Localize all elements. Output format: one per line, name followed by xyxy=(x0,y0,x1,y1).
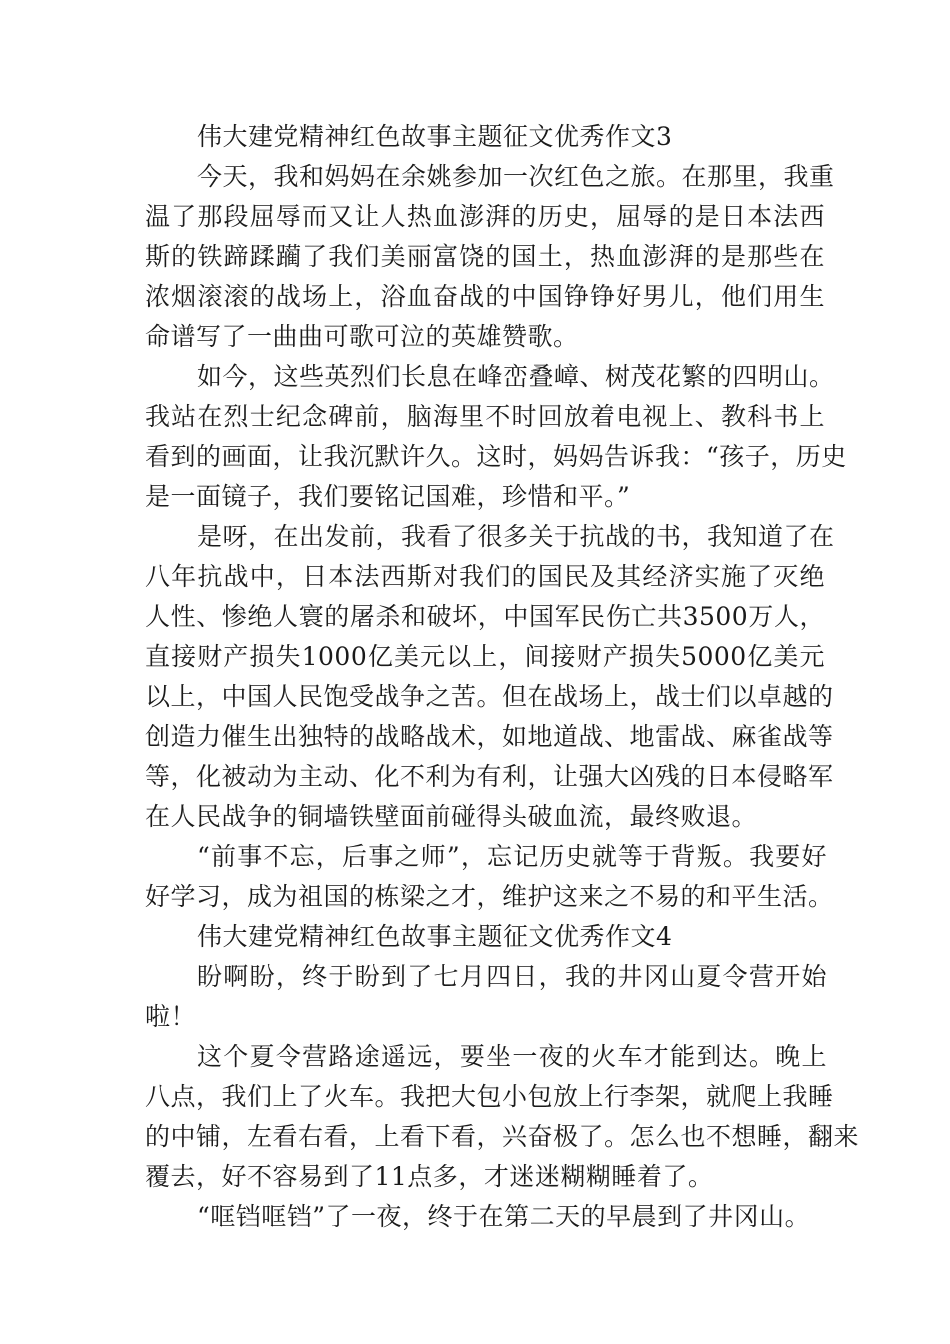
paragraph-line: “前事不忘，后事之师”，忘记历史就等于背叛。我要好 xyxy=(197,842,827,871)
paragraph-line: 的中铺，左看右看，上看下看，兴奋极了。怎么也不想睡，翻来 xyxy=(145,1122,860,1151)
paragraph-line: “哐铛哐铛”了一夜，终于在第二天的早晨到了井冈山。 xyxy=(197,1202,811,1231)
paragraph-line: 是呀，在出发前，我看了很多关于抗战的书，我知道了在 xyxy=(197,522,835,551)
essay-4-title: 伟大建党精神红色故事主题征文优秀作文4 xyxy=(197,922,673,951)
paragraph-line: 八点，我们上了火车。我把大包小包放上行李架，就爬上我睡 xyxy=(145,1082,834,1111)
paragraph-line: 命谱写了一曲曲可歌可泣的英雄赞歌。 xyxy=(145,322,579,351)
paragraph-line: 浓烟滚滚的战场上，浴血奋战的中国铮铮好男儿，他们用生 xyxy=(145,282,825,311)
paragraph-line: 我站在烈士纪念碑前，脑海里不时回放着电视上、教科书上 xyxy=(145,402,825,431)
paragraph-line: 这个夏令营路途遥远，要坐一夜的火车才能到达。晚上 xyxy=(197,1042,827,1071)
paragraph-line: 在人民战争的铜墙铁壁面前碰得头破血流，最终败退。 xyxy=(145,802,758,831)
paragraph-line: 人性、惨绝人寰的屠杀和破坏，中国军民伤亡共3500万人， xyxy=(145,602,825,631)
paragraph-line: 今天，我和妈妈在余姚参加一次红色之旅。在那里，我重 xyxy=(197,162,835,191)
paragraph-line: 斯的铁蹄蹂躏了我们美丽富饶的国土，热血澎湃的是那些在 xyxy=(145,242,825,271)
paragraph-line: 是一面镜子，我们要铭记国难，珍惜和平。” xyxy=(145,482,631,511)
paragraph-line: 覆去，好不容易到了11点多，才迷迷糊糊睡着了。 xyxy=(145,1162,714,1191)
paragraph-line: 看到的画面，让我沉默许久。这时，妈妈告诉我：“孩子，历史 xyxy=(145,442,847,471)
paragraph-line: 创造力催生出独特的战略战术，如地道战、地雷战、麻雀战等 xyxy=(145,722,834,751)
paragraph-line: 盼啊盼，终于盼到了七月四日，我的井冈山夏令营开始 xyxy=(197,962,827,991)
essay-3-title: 伟大建党精神红色故事主题征文优秀作文3 xyxy=(197,122,673,151)
paragraph-line: 啦！ xyxy=(145,1002,197,1031)
paragraph-line: 温了那段屈辱而又让人热血澎湃的历史，屈辱的是日本法西 xyxy=(145,202,825,231)
paragraph-line: 八年抗战中，日本法西斯对我们的国民及其经济实施了灭绝 xyxy=(145,562,825,591)
paragraph-line: 等，化被动为主动、化不利为有利，让强大凶残的日本侵略军 xyxy=(145,762,834,791)
paragraph-line: 以上，中国人民饱受战争之苦。但在战场上，战士们以卓越的 xyxy=(145,682,834,711)
paragraph-line: 直接财产损失1000亿美元以上，间接财产损失5000亿美元 xyxy=(145,642,825,671)
paragraph-line: 好学习，成为祖国的栋梁之才，维护这来之不易的和平生活。 xyxy=(145,882,834,911)
paragraph-line: 如今，这些英烈们长息在峰峦叠嶂、树茂花繁的四明山。 xyxy=(197,362,835,391)
